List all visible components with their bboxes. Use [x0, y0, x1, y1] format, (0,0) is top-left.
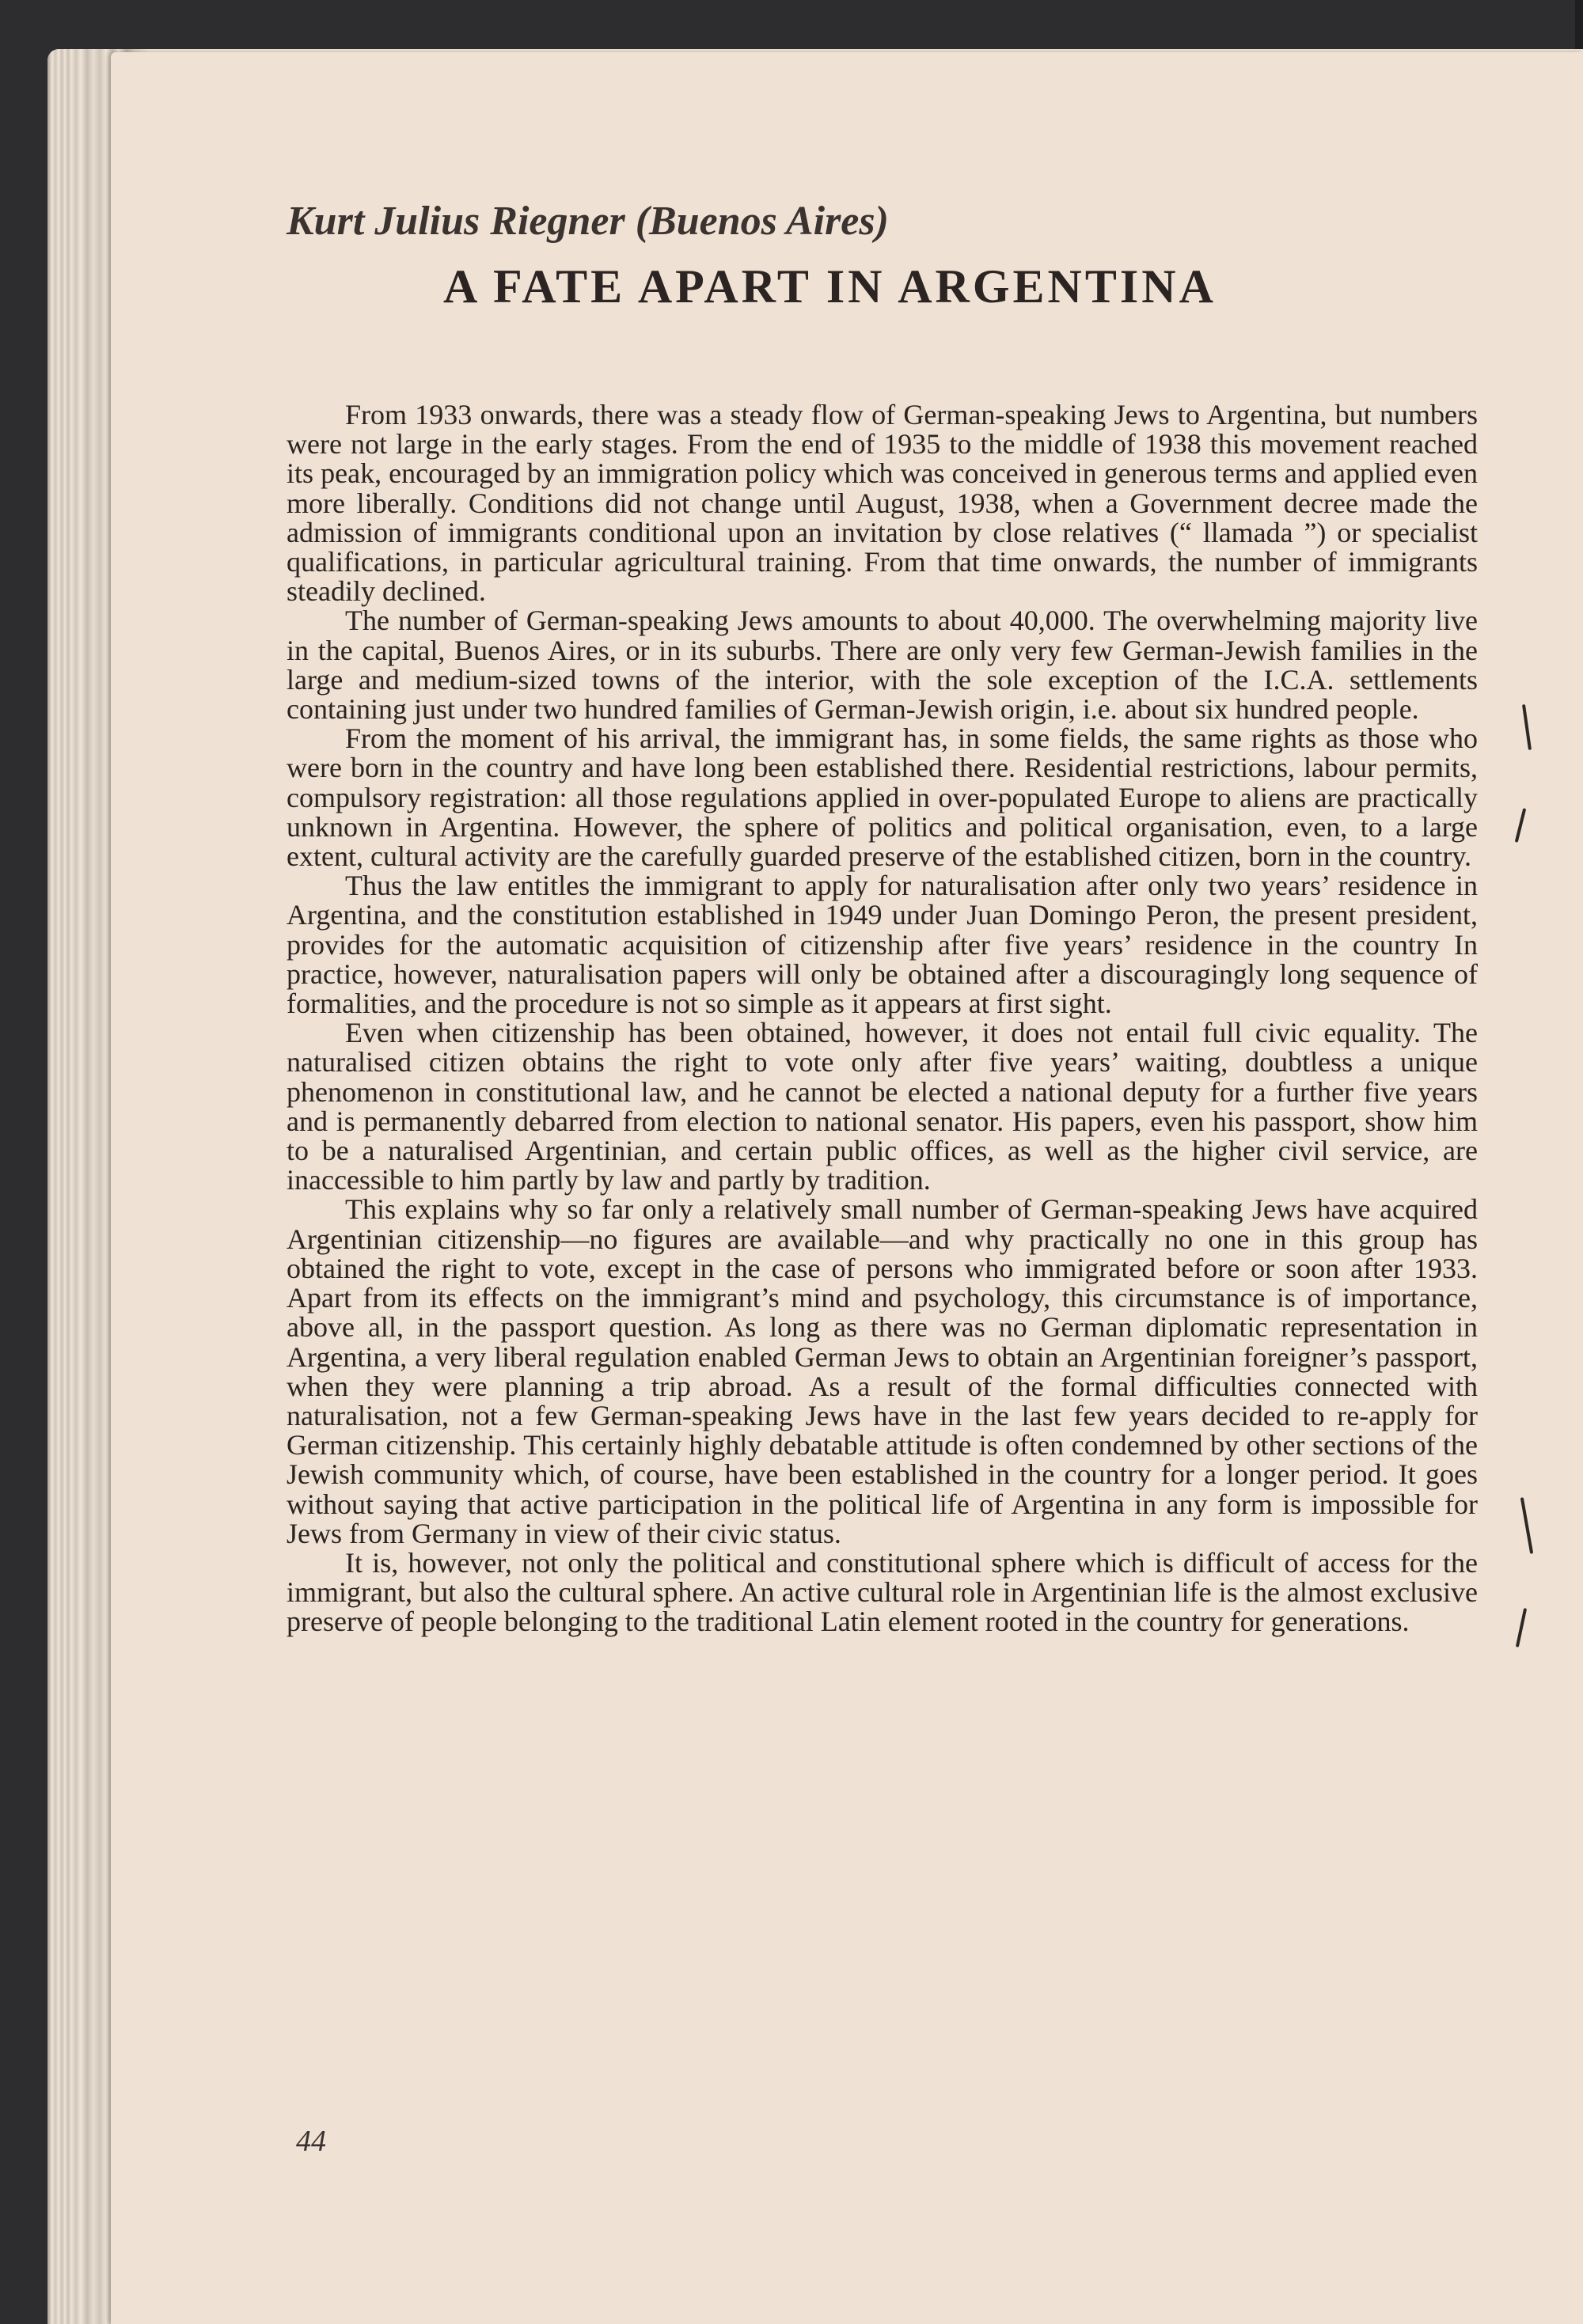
paragraph: The number of German-speaking Jews amounts to about 40,000. The overwhelming majority live in the capital, Buenos Aires, or in its suburbs. There are only very few German-Jewish families in the large and medium-sized towns of the interior, with the sole exception of the I.C.A. settlements containing just under two hundred families of German-Jewish origin, i.e. about six hundred people.	[287, 605, 1478, 726]
paragraph: From 1933 onwards, there was a steady flow of German-speaking Jews to Argentina, but numbers were not large in the early stages. From the end of 1935 to the middle of 1938 this movement reached its peak, encouraged by an immigration policy which was conceived in generous terms and applied even more liberally. Conditions did not change until August, 1938, when a Government decree made the admission of immigrants conditional upon an invitation by close relatives (“ llamada ”) or specialist qualifications, in particular agricultural training. From that time onwards, the number of immigrants steadily declined.	[287, 399, 1478, 608]
page-number: 44	[296, 2125, 326, 2158]
paragraph: It is, however, not only the political and constitutional sphere which is difficult of access for the immigrant, but also the cultural sphere. An active cultural role in Argentinian life is the almost exclusive preserve of people belonging to the traditional Latin element rooted in the country for generations.	[287, 1546, 1478, 1638]
article-title: A FATE APART IN ARGENTINA	[443, 260, 1217, 313]
book-page	[111, 52, 1583, 2324]
margin-mark	[1515, 808, 1527, 843]
article	[111, 52, 1583, 2324]
paragraph: This explains why so far only a relatively small number of German-speaking Jews have acquired Argentinian citizenship—no figures are available—and why practically no one in this group has obtained the right to vote, except in the case of persons who immigrated before or soon after 1933. Apart from its effects on the immigrant’s mind and psychology, this circumstance is of importance, above all, in the passport question. As long as there was no German diplomatic representation in Argentina, a very liberal regulation enabled German Jews to obtain an Argentinian foreigner’s passport, when they were planning a trip abroad. As a result of the formal difficulties connected with naturalisation, not a few German-speaking Jews have in the last few years decided to re-apply for German citizenship. This certainly highly debatable attitude is often condemned by other sections of the Jewish community which, of course, have been established in the country for a longer period. It goes without saying that active participation in the political life of Argentina in any form is impossible for Jews from Germany in view of their civic status.	[287, 1193, 1478, 1549]
paragraph: From the moment of his arrival, the immigrant has, in some fields, the same rights as those who were born in the country and have long been established there. Residential restrictions, labour permits, compulsory registration: all those regulations applied in over-populated Europe to aliens are practically unknown in Argentina. However, the sphere of politics and political organisation, even, to a large extent, cultural activity are the carefully guarded preserve of the established citizen, born in the country.	[287, 722, 1478, 873]
margin-mark	[1520, 1497, 1533, 1554]
margin-mark	[1516, 1608, 1527, 1647]
paragraph: Thus the law entitles the immigrant to apply for naturalisation after only two years’ residence in Argentina, and the constitution established in 1949 under Juan Domingo Peron, the present president, provides for the automatic acquisition of citizenship after five years’ residence in the country In practice, however, naturalisation papers will only be obtained after a discouragingly long sequence of formalities, and the procedure is not so simple as it appears at first sight.	[287, 870, 1478, 1020]
margin-mark	[1522, 704, 1532, 750]
author-byline: Kurt Julius Riegner (Buenos Aires)	[287, 199, 889, 244]
article-body	[287, 400, 1478, 1637]
paragraph: Even when citizenship has been obtained, however, it does not entail full civic equality. The naturalised citizen obtains the right to vote only after five years’ waiting, doubtless a unique phenomenon in constitutional law, and he cannot be elected a national deputy for a further five years and is permanently debarred from election to national senator. His papers, even his passport, show him to be a naturalised Argentinian, and certain public offices, as well as the higher civil service, are inaccessible to him partly by law and partly by tradition.	[287, 1017, 1478, 1196]
